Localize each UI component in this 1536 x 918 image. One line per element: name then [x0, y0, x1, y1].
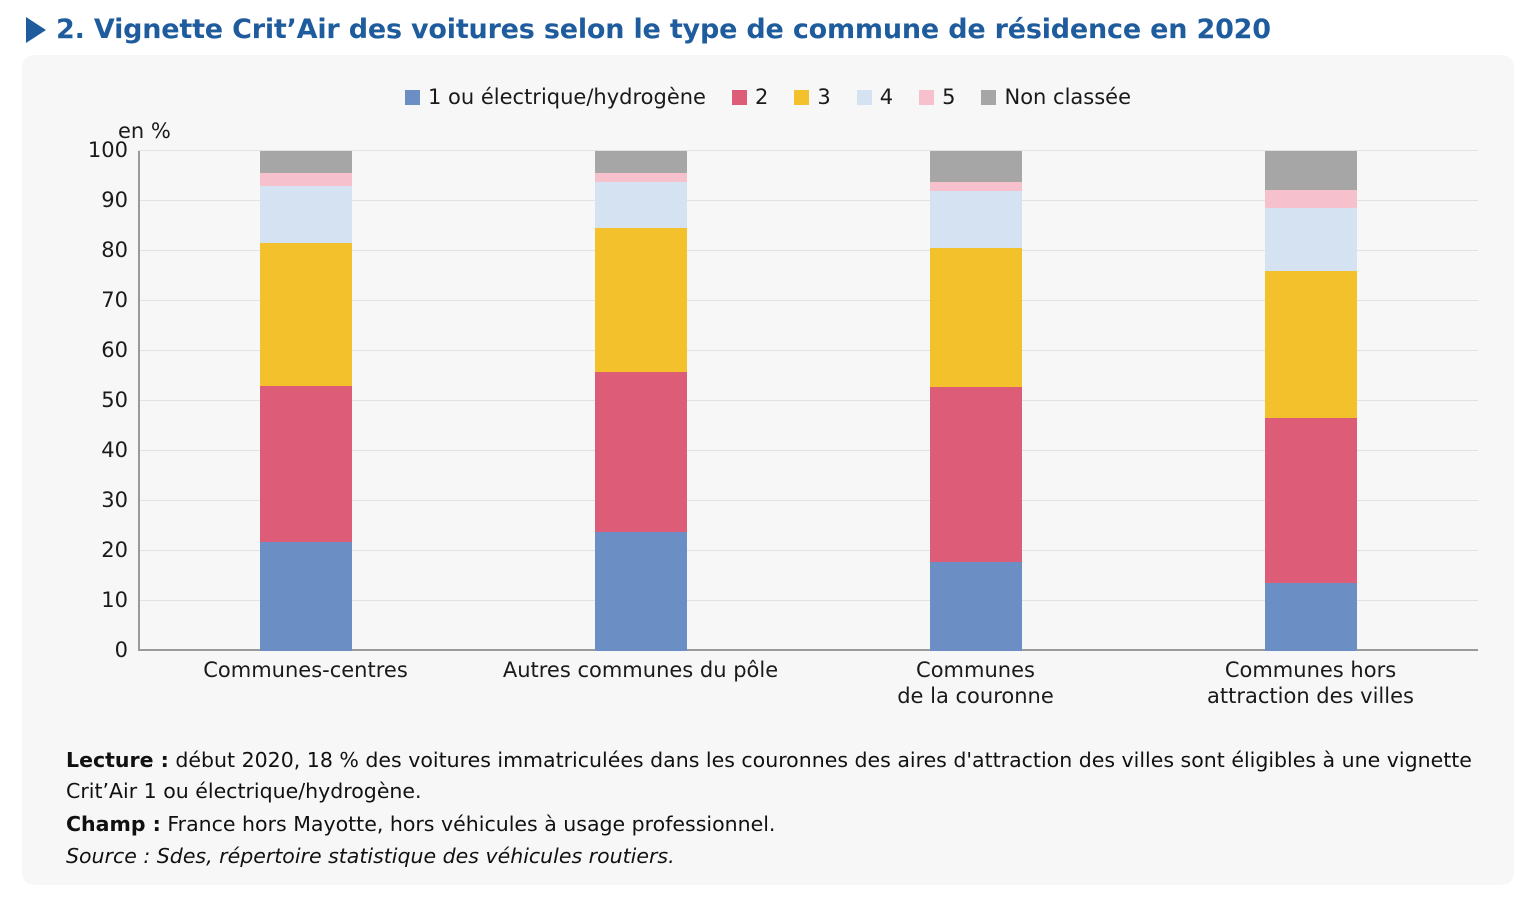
bar-segment[interactable] [1265, 208, 1357, 271]
bar-segment[interactable] [930, 191, 1022, 248]
bar-slot [473, 151, 808, 651]
stacked-bar[interactable] [260, 151, 352, 651]
stacked-bar[interactable] [595, 151, 687, 651]
y-axis-tick-label: 60 [101, 338, 128, 362]
axes [87, 138, 1478, 662]
y-axis-tick-label: 70 [101, 288, 128, 312]
bar-group [138, 151, 1478, 651]
y-axis-tick-label: 0 [114, 638, 128, 662]
chart-card [22, 55, 1514, 885]
legend-item [857, 85, 893, 109]
bar-segment[interactable] [260, 243, 352, 387]
bar-segment[interactable] [595, 173, 687, 181]
bar-segment[interactable] [595, 372, 687, 532]
triangle-bullet-icon [26, 17, 46, 43]
legend-swatch-icon [405, 90, 420, 105]
bar-segment[interactable] [1265, 271, 1357, 418]
bar-segment[interactable] [1265, 190, 1357, 208]
note-source: Source : Sdes, répertoire statistique des véhicules routiers. [66, 844, 675, 869]
note-champ-label: Champ : [66, 811, 161, 836]
legend-swatch-icon [919, 90, 934, 105]
bar-segment[interactable] [260, 386, 352, 542]
bar-slot [1143, 151, 1478, 651]
legend-item [794, 85, 830, 109]
bar-segment[interactable] [1265, 151, 1357, 190]
legend-label: 1 ou électrique/hydrogène [427, 85, 706, 109]
bar-slot [808, 151, 1143, 651]
legend-label: 3 [817, 85, 831, 109]
y-axis-tick-label: 20 [101, 538, 128, 562]
bar-segment[interactable] [260, 542, 352, 651]
chart-notes [66, 745, 1484, 874]
title-text: 2. Vignette Crit’Air des voitures selon le type de commune de résidence en 2020 [56, 14, 1271, 45]
legend-item [405, 85, 706, 109]
x-axis-label: Autres communes du pôle [502, 658, 779, 682]
legend-swatch-icon [857, 90, 872, 105]
legend-label: 2 [754, 85, 769, 109]
y-axis-tick-label: 80 [101, 238, 128, 262]
bar-segment[interactable] [595, 182, 687, 228]
legend-item [981, 85, 1131, 109]
x-axis-label: Communes de la couronne [897, 658, 1054, 709]
y-axis-tick-label: 100 [87, 138, 128, 162]
bar-slot [138, 151, 473, 651]
bar-segment[interactable] [930, 387, 1022, 562]
bar-segment[interactable] [930, 248, 1022, 387]
plot-area [22, 119, 1514, 719]
y-axis-tick-label: 90 [101, 188, 128, 212]
bar-segment[interactable] [260, 186, 352, 243]
bar-segment[interactable] [930, 562, 1022, 652]
note-champ [66, 809, 1484, 840]
legend-label: Non classée [1004, 85, 1131, 109]
y-axis-tick-label: 10 [101, 588, 128, 612]
note-champ-text: France hors Mayotte, hors véhicules à usage professionnel. [160, 811, 776, 836]
legend-swatch-icon [981, 90, 996, 105]
note-lecture-text: début 2020, 18 % des voitures immatriculées dans les couronnes des aires d'attraction des villes sont éligibles à une vignette Crit’Air 1 ou électrique/hydrogène. [66, 748, 1472, 803]
bar-segment[interactable] [595, 151, 687, 173]
legend-item [919, 85, 955, 109]
note-lecture-label: Lecture : [66, 748, 169, 772]
legend-swatch-icon [732, 90, 747, 105]
bar-segment[interactable] [595, 532, 687, 652]
stacked-bar[interactable] [1265, 151, 1357, 651]
bar-segment[interactable] [930, 151, 1022, 182]
bar-segment[interactable] [1265, 418, 1357, 584]
x-axis-labels [138, 657, 1478, 710]
y-axis-tick-label: 40 [101, 438, 128, 462]
bar-segment[interactable] [930, 182, 1022, 192]
stacked-bar[interactable] [930, 151, 1022, 651]
legend-label: 4 [879, 85, 894, 109]
y-axis-unit-label: en % [118, 119, 171, 143]
y-axis-tick-label: 30 [101, 488, 128, 512]
x-axis-label: Communes-centres [203, 658, 408, 682]
legend-label: 5 [942, 85, 956, 109]
legend-swatch-icon [794, 90, 809, 105]
bar-segment[interactable] [260, 151, 352, 173]
y-axis-tick-label: 50 [101, 388, 128, 412]
note-lecture [66, 745, 1484, 807]
chart-legend [22, 55, 1514, 109]
x-axis-label: Communes hors attraction des villes [1207, 658, 1414, 709]
page-title [22, 10, 1514, 55]
legend-item [732, 85, 768, 109]
bar-segment[interactable] [260, 173, 352, 186]
bar-segment[interactable] [1265, 583, 1357, 651]
bar-segment[interactable] [595, 228, 687, 372]
